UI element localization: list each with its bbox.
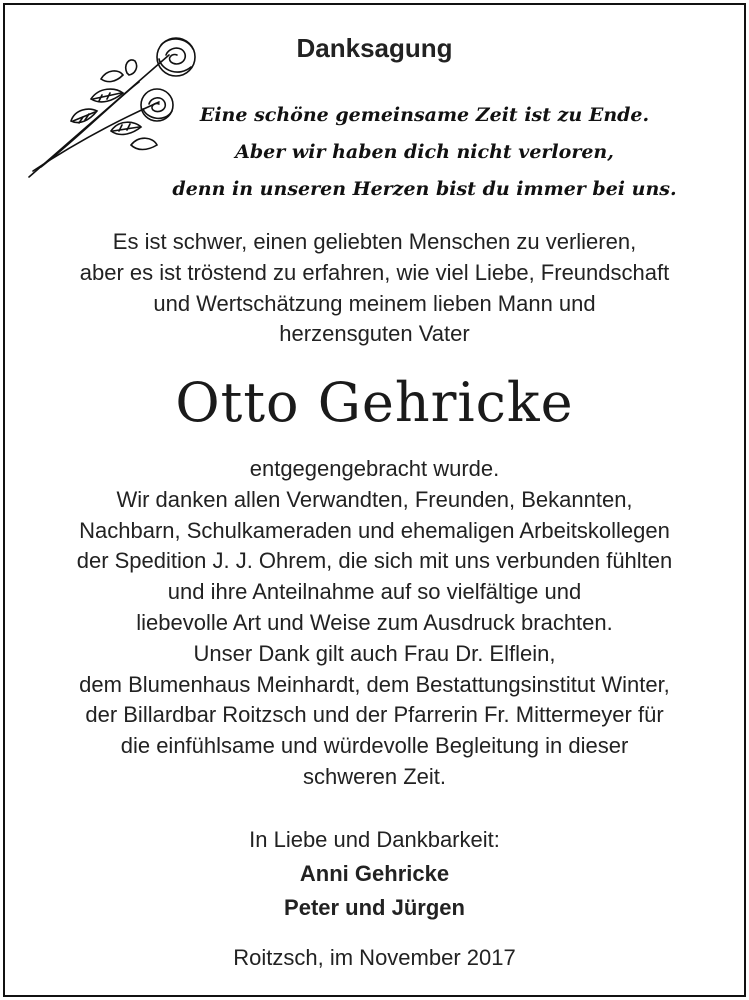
text-line: entgegengebracht wurde. [249,456,500,481]
text-line: der Spedition J. J. Ohrem, die sich mit uns verbunden fühlten [76,548,673,574]
text-line: und ihre Anteilnahme auf so vielfältige und [167,579,582,605]
thanks-text [5,454,744,793]
deceased-name: Otto Gehricke [175,371,574,434]
text-line: herzensguten Vater [279,321,470,347]
text-line: der Billardbar Roitzsch und der Pfarrerin Fr. Mittermeyer für [85,702,664,728]
text-line: aber es ist tröstend zu erfahren, wie viel Liebe, Freundschaft [79,259,670,285]
poem-line: denn in unseren Herzen bist du immer bei uns. [172,178,677,200]
place-date: Roitzsch, im November 2017 [233,945,516,970]
page-title: Danksagung [296,33,453,63]
closing-block [5,823,744,925]
obituary-card [3,3,746,997]
signer-name: Peter und Jürgen [284,895,465,920]
text-line: Nachbarn, Schulkameraden und ehemaligen Arbeitskollegen [79,517,670,543]
intro-text [5,227,744,350]
text-line: Wir danken allen Verwandten, Freunden, Bekannten, [116,486,633,512]
text-line: Unser Dank gilt auch Frau Dr. Elflein, [193,640,556,666]
text-line: dem Blumenhaus Meinhardt, dem Bestattungsinstitut Winter, [79,671,670,697]
text-line: Es ist schwer, einen geliebten Menschen zu verlieren, [112,229,637,254]
closing-intro: In Liebe und Dankbarkeit: [249,827,500,852]
text-line: und Wertschätzung meinem lieben Mann und [153,290,596,316]
text-line: schweren Zeit. [302,763,447,789]
poem-line: Eine schöne gemeinsame Zeit ist zu Ende. [199,104,650,126]
text-line: liebevolle Art und Weise zum Ausdruck brachten. [136,609,613,635]
text-line: die einfühlsame und würdevolle Begleitung in dieser [120,733,629,759]
poem [105,97,744,208]
signer-name: Anni Gehricke [299,861,450,886]
poem-line: Aber wir haben dich nicht verloren, [235,141,614,163]
